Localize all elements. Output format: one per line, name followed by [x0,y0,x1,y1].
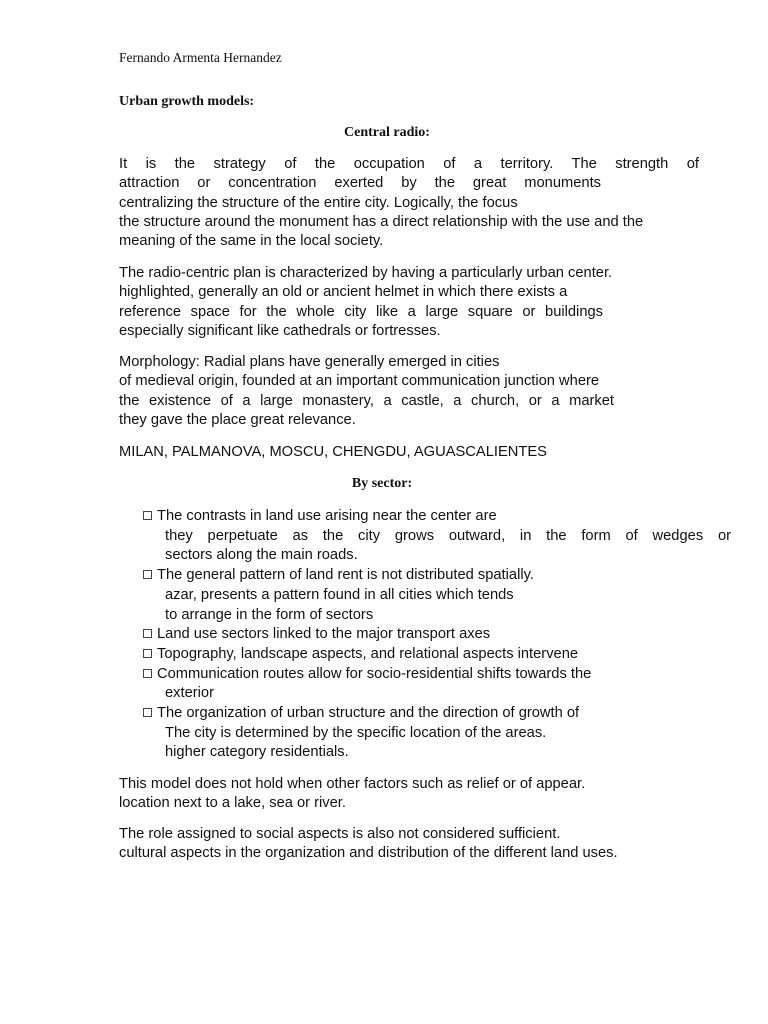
text-line: The role assigned to social aspects is also not considered sufficient. [119,826,561,842]
text-line: especially significant like cathedrals or fortresses. [119,322,441,339]
checkbox-square-icon [143,669,152,678]
text-line: highlighted, generally an old or ancient helmet in which there exists a [119,284,568,301]
text-line: Morphology: Radial plans have generally emerged in cities [119,354,500,370]
checkbox-square-icon [143,649,152,658]
list-item-continuation: azar, presents a pattern found in all cities which tends [165,586,514,603]
text-line: the structure around the monument has a direct relationship with the use and the [119,213,644,230]
document-heading: Urban growth models: [119,94,255,109]
paragraph-central-1 [119,155,699,251]
text-line: centralizing the structure of the entire city. Logically, the focus [119,194,518,211]
paragraph-sector-2 [119,825,679,864]
list-item: The contrasts in land use arising near the center are [143,507,743,527]
checkbox-square-icon [143,629,152,638]
list-item-continuation: to arrange in the form of sectors [165,606,374,623]
list-item: The organization of urban structure and the direction of growth of [143,704,743,724]
list-item: Land use sectors linked to the major transport axes [143,625,743,645]
text-line: meaning of the same in the local society. [119,233,384,250]
list-item-continuation: higher category residentials. [165,744,349,761]
checkbox-square-icon [143,570,152,579]
text-line: location next to a lake, sea or river. [119,795,346,812]
list-item-continuation: exterior [165,685,214,702]
text-line: cultural aspects in the organization and distribution of the different land uses. [119,845,618,862]
paragraph-central-2 [119,264,679,341]
section-title-by-sector: By sector: [351,476,413,491]
text-line: It is the strategy of the occupation of a territory. The strength of [119,156,699,172]
list-item-continuation: sectors along the main roads. [165,547,358,564]
list-item-continuation: The city is determined by the specific location of the areas. [165,724,547,741]
checkbox-square-icon [143,511,152,520]
paragraph-sector-1 [119,775,679,814]
text-line: the existence of a large monastery, a castle, a church, or a market [119,392,614,409]
list-item: Communication routes allow for socio-residential shifts towards the [143,665,743,685]
section-title-central-radio: Central radio: [344,125,430,140]
paragraph-central-3 [119,353,679,430]
list-item: Topography, landscape aspects, and relational aspects intervene [143,645,743,665]
cities-list: MILAN, PALMANOVA, MOSCU, CHENGDU, AGUASCALIENTES [119,444,547,460]
text-line: reference space for the whole city like a large square or buildings [119,303,603,320]
text-line: attraction or concentration exerted by the great monuments [119,175,601,192]
text-line: The radio-centric plan is characterized by having a particularly urban center. [119,265,613,281]
list-item-continuation: they perpetuate as the city grows outward, in the form of wedges or [165,527,731,544]
text-line: they gave the place great relevance. [119,411,356,428]
text-line: This model does not hold when other factors such as relief or of appear. [119,776,586,792]
sector-bullet-list [143,507,743,763]
author-name: Fernando Armenta Hernandez [119,50,282,65]
checkbox-square-icon [143,708,152,717]
text-line: of medieval origin, founded at an important communication junction where [119,373,600,390]
list-item: The general pattern of land rent is not distributed spatially. [143,566,743,586]
